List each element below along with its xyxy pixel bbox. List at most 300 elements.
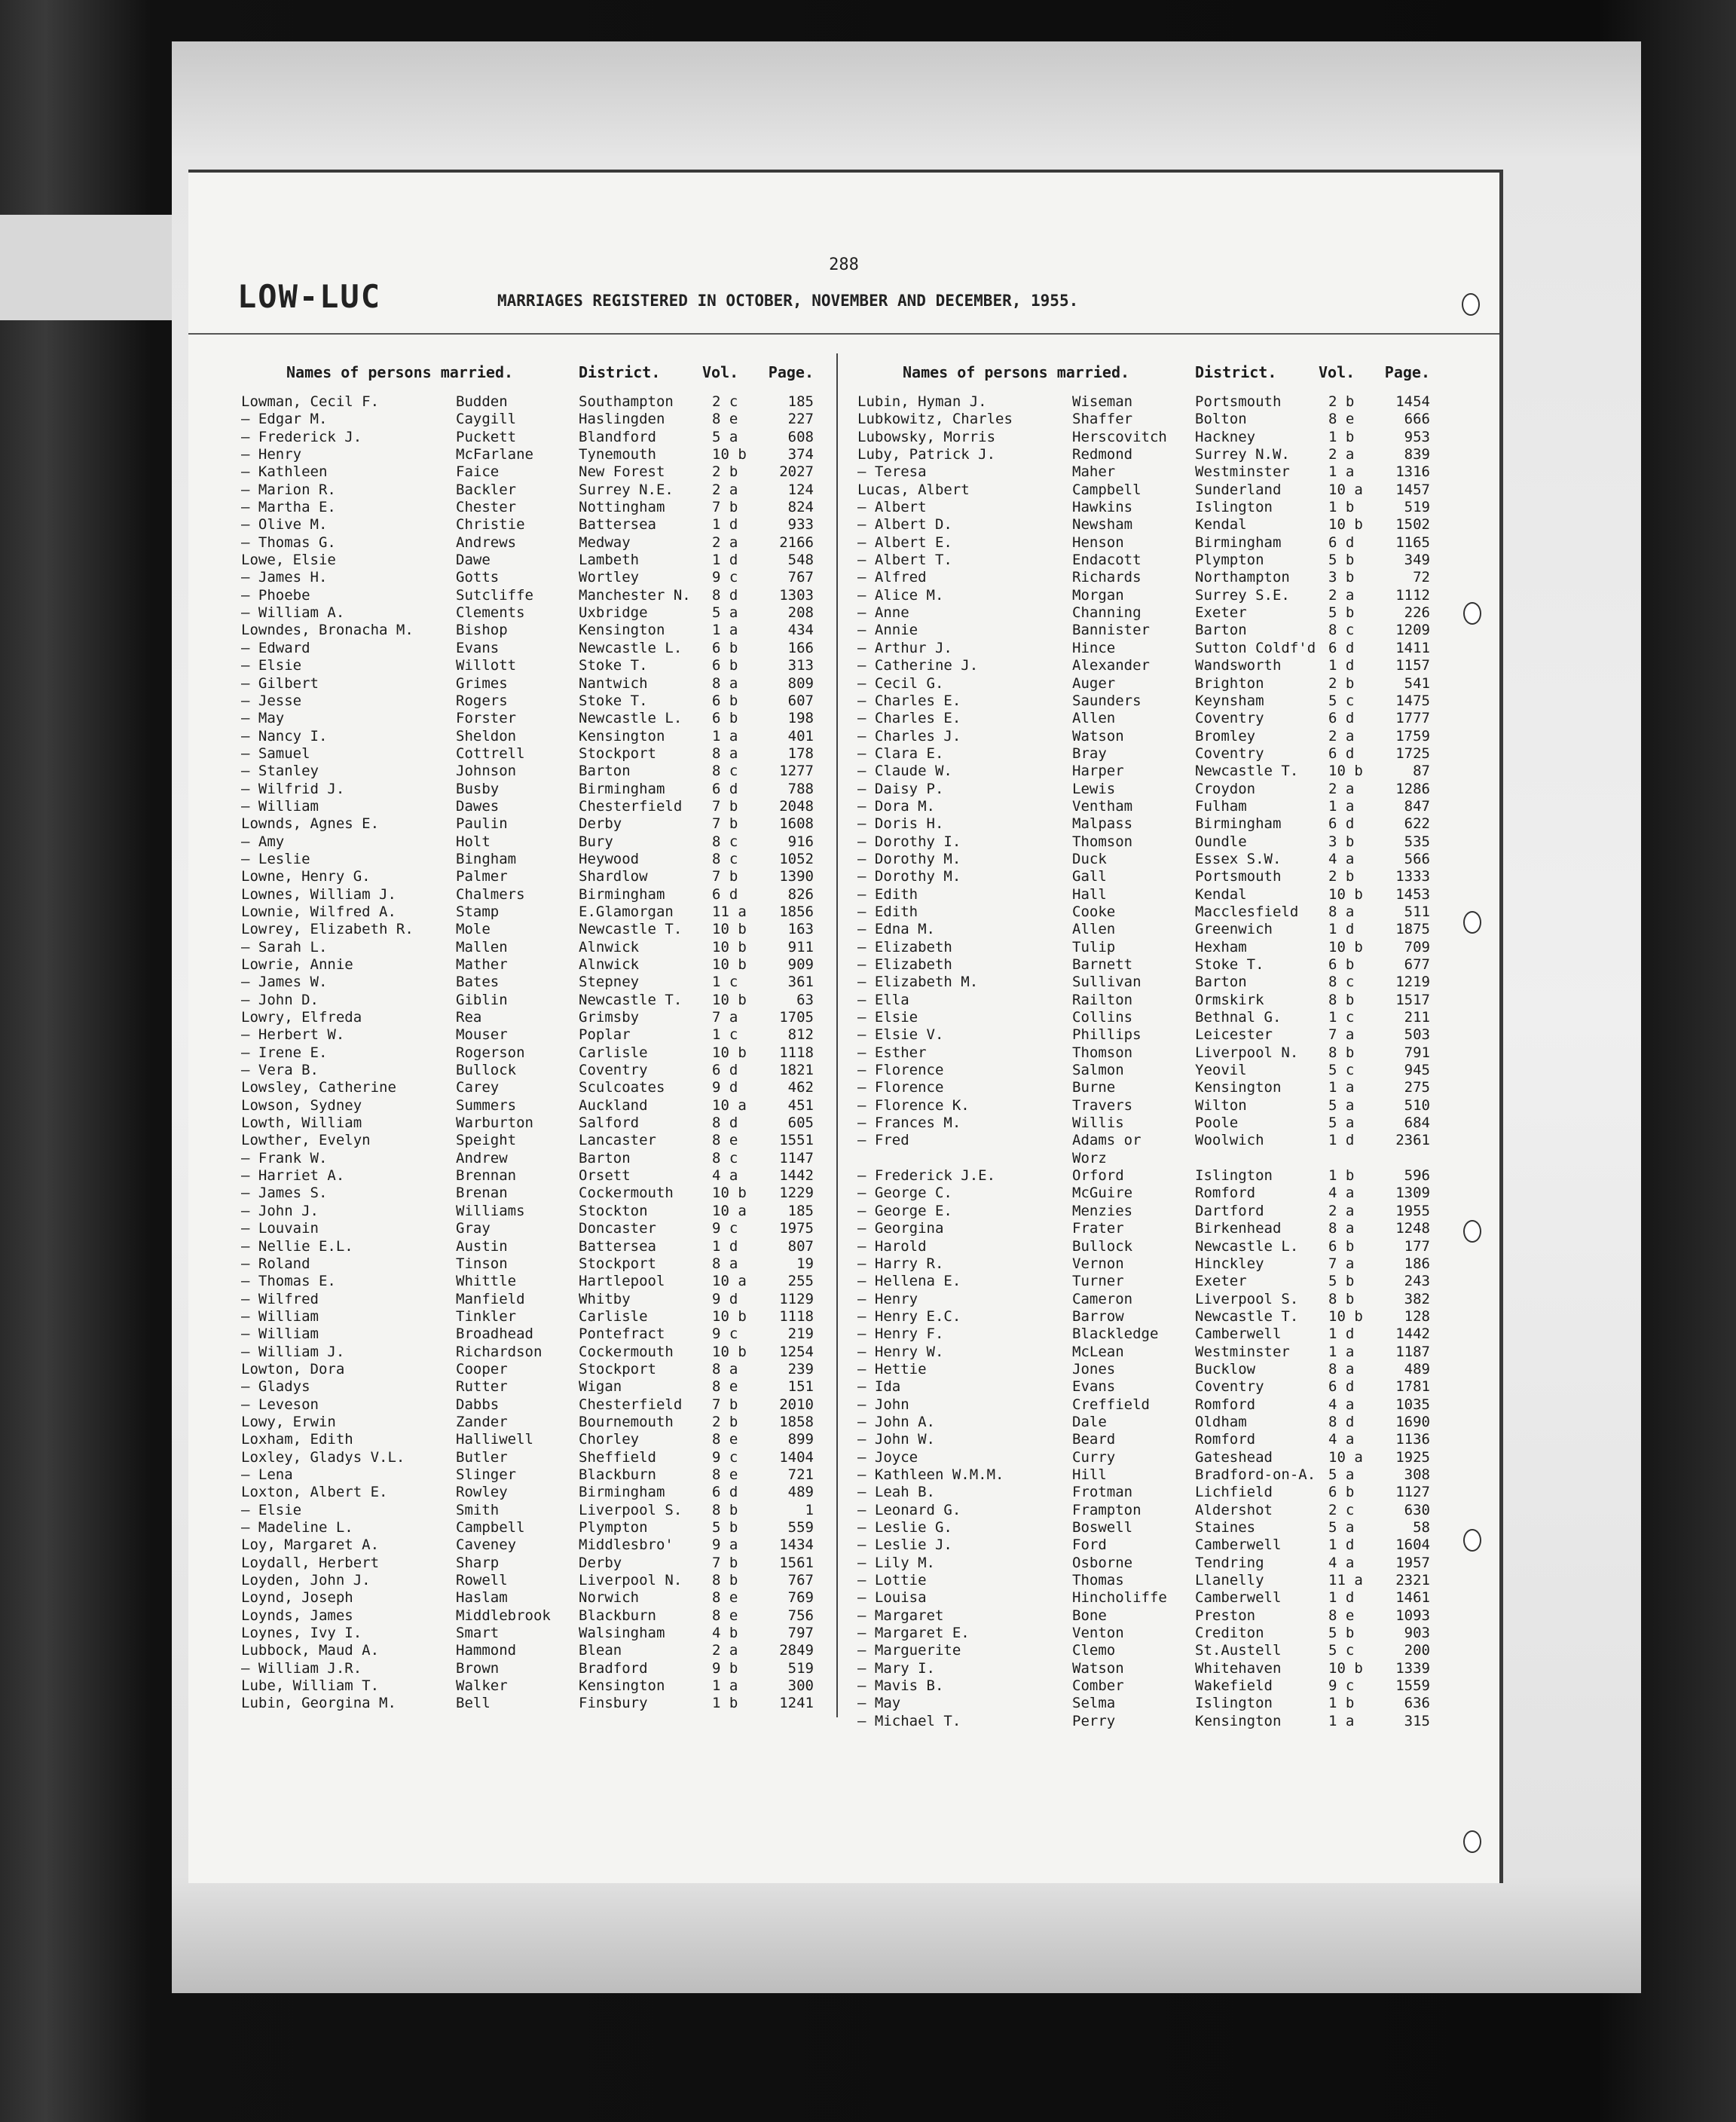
entry-district: Stoke T.: [1195, 956, 1264, 973]
entry-name: — Annie: [857, 622, 918, 639]
entry-row: [857, 974, 1483, 991]
film-edge-strip: [0, 215, 188, 320]
entry-district: Surrey N.W.: [1195, 446, 1290, 463]
entry-name: — Leslie: [241, 850, 310, 867]
entry-name: — Leah B.: [857, 1484, 935, 1501]
binder-hole-icon: [1463, 1830, 1481, 1853]
entry-page: 226: [1404, 604, 1430, 622]
entry-row: [857, 1291, 1483, 1308]
entry-page: 1517: [1395, 991, 1430, 1008]
entry-volume: 10 b: [1328, 938, 1363, 956]
entry-volume: 9 b: [712, 1659, 738, 1677]
entry-name: — Frank W.: [241, 1149, 328, 1166]
entry-name: — Marion R.: [241, 481, 336, 498]
entry-district: Plympton: [579, 1519, 648, 1536]
entry-row: [241, 1273, 866, 1290]
entry-name: — Martha E.: [241, 499, 336, 516]
entry-name: — Margaret: [857, 1607, 944, 1624]
entry-district: Chesterfield: [579, 1396, 683, 1413]
entry-spouse-surname: Backler: [456, 481, 517, 498]
entry-volume: 5 a: [1328, 1115, 1355, 1132]
entry-name: — Ella: [857, 991, 909, 1008]
entry-row: [241, 1361, 866, 1378]
entry-row: [857, 992, 1483, 1009]
entry-page: 767: [787, 569, 814, 586]
entry-spouse-surname: Henson: [1072, 534, 1124, 551]
entry-page: 1127: [1395, 1484, 1430, 1501]
entry-name: — William: [241, 1307, 319, 1325]
entry-spouse-surname: Sutcliffe: [456, 586, 533, 604]
entry-name: — William J.R.: [241, 1659, 362, 1677]
entry-volume: 7 a: [1328, 1255, 1355, 1272]
entry-volume: 1 c: [1328, 1009, 1355, 1026]
entry-volume: 2 a: [712, 1642, 738, 1659]
entry-page: 1442: [1395, 1325, 1430, 1343]
entry-name: — Albert D.: [857, 516, 952, 534]
entry-spouse-surname: Dabbs: [456, 1396, 500, 1413]
entry-district: Carlisle: [579, 1307, 648, 1325]
entry-spouse-surname: Cooke: [1072, 903, 1116, 920]
entry-row: [241, 1378, 866, 1396]
entry-page: 630: [1404, 1501, 1430, 1518]
entry-spouse-surname: Sharp: [456, 1554, 500, 1571]
entry-name: — Herbert W.: [241, 1026, 345, 1044]
entry-spouse-surname: Richards: [1072, 569, 1142, 586]
entry-volume: 3 b: [1328, 569, 1355, 586]
entry-volume: 4 a: [1328, 850, 1355, 867]
entry-row: [241, 1396, 866, 1414]
entry-name: — Catherine J.: [857, 657, 979, 674]
entry-name: — Vera B.: [241, 1062, 319, 1079]
entry-district: Newcastle T.: [1195, 763, 1299, 780]
entry-page: 163: [787, 921, 814, 938]
entry-district: Norwich: [579, 1589, 640, 1607]
entry-spouse-surname: Phillips: [1072, 1026, 1142, 1044]
entry-spouse-surname: Travers: [1072, 1096, 1133, 1114]
entry-volume: 7 a: [712, 1009, 738, 1026]
entry-spouse-surname: Bone: [1072, 1607, 1107, 1624]
entry-name: — Hettie: [857, 1360, 927, 1377]
entry-spouse-surname: Beard: [1072, 1431, 1116, 1448]
entry-name: — Harriet A.: [241, 1167, 345, 1185]
entry-district: Chorley: [579, 1431, 640, 1448]
entry-page: 1759: [1395, 727, 1430, 745]
entry-page: 548: [787, 552, 814, 569]
entry-spouse-surname: Alexander: [1072, 657, 1150, 674]
entry-volume: 6 d: [1328, 745, 1355, 762]
entry-volume: 1 a: [712, 1677, 738, 1695]
entry-row: [857, 1009, 1483, 1026]
entry-volume: 1 a: [1328, 1712, 1355, 1729]
entry-spouse-surname: Caygill: [456, 411, 517, 428]
entry-page: 2321: [1395, 1572, 1430, 1589]
entry-name: Luby, Patrick J.: [857, 446, 996, 463]
entry-name: — Kathleen W.M.M.: [857, 1466, 1004, 1483]
entry-row: [857, 1115, 1483, 1132]
entry-name: — Dorothy M.: [857, 850, 961, 867]
entry-district: Liverpool N.: [1195, 1044, 1299, 1061]
entry-row: [857, 1167, 1483, 1185]
entry-page: 1229: [779, 1185, 814, 1202]
entry-spouse-surname: McLean: [1072, 1343, 1124, 1360]
entry-page: 566: [1404, 850, 1430, 867]
entry-page: 151: [787, 1378, 814, 1396]
entry-volume: 10 b: [712, 1343, 747, 1360]
entry-page: 847: [1404, 797, 1430, 815]
entry-district: Bolton: [1195, 411, 1247, 428]
entry-volume: 10 b: [712, 921, 747, 938]
entry-name: — Harry R.: [857, 1255, 944, 1272]
entry-row: [241, 728, 866, 745]
entry-page: 1277: [779, 763, 814, 780]
entry-district: Leicester: [1195, 1026, 1273, 1044]
entry-district: Sutton Coldf'd: [1195, 639, 1316, 656]
entry-name: Lowson, Sydney: [241, 1096, 362, 1114]
entry-volume: 10 a: [1328, 481, 1363, 498]
entry-page: 909: [787, 956, 814, 973]
entry-district: Camberwell: [1195, 1589, 1282, 1607]
entry-page: 1925: [1395, 1448, 1430, 1466]
entry-district: Westminster: [1195, 463, 1290, 481]
entry-volume: 8 a: [712, 1255, 738, 1272]
entry-name: — Alfred: [857, 569, 927, 586]
entry-row: [857, 499, 1483, 516]
entry-row: [857, 1625, 1483, 1642]
entry-row: [857, 1449, 1483, 1466]
entry-volume: 8 e: [1328, 411, 1355, 428]
entry-volume: 2 b: [1328, 868, 1355, 885]
entry-volume: 11 a: [1328, 1572, 1363, 1589]
entry-row: [241, 1097, 866, 1115]
entry-page: 1875: [1395, 921, 1430, 938]
entry-name: — Henry: [241, 446, 302, 463]
entry-spouse-surname: Menzies: [1072, 1202, 1133, 1219]
entry-row: [857, 886, 1483, 904]
entry-page: 128: [1404, 1307, 1430, 1325]
entry-volume: 10 b: [1328, 763, 1363, 780]
entry-volume: 8 d: [712, 1115, 738, 1132]
entry-spouse-surname: Barrow: [1072, 1307, 1124, 1325]
entry-name: — Florence: [857, 1062, 944, 1079]
entry-district: Blean: [579, 1642, 622, 1659]
entry-spouse-surname: Rea: [456, 1009, 482, 1026]
entry-district: E.Glamorgan: [579, 903, 674, 920]
entry-row: [857, 781, 1483, 798]
entry-volume: 8 e: [712, 1431, 738, 1448]
entry-row: [241, 587, 866, 604]
entry-spouse-surname: Faice: [456, 463, 500, 481]
entry-row: [857, 904, 1483, 921]
entry-spouse-surname: Jones: [1072, 1360, 1116, 1377]
entry-spouse-surname: Gray: [456, 1220, 491, 1237]
entry-name: — Joyce: [857, 1448, 918, 1466]
entry-district: Essex S.W.: [1195, 850, 1282, 867]
entry-page: 541: [1404, 674, 1430, 692]
entry-spouse-surname: Redmond: [1072, 446, 1133, 463]
entry-name: Lubbock, Maud A.: [241, 1642, 380, 1659]
entry-name: — Jesse: [241, 692, 302, 709]
entry-volume: 4 a: [1328, 1185, 1355, 1202]
entry-volume: 8 e: [712, 411, 738, 428]
entry-spouse-surname: Mather: [456, 956, 508, 973]
entry-row: [857, 1273, 1483, 1290]
entry-spouse-surname: Cameron: [1072, 1290, 1133, 1307]
entry-district: Camberwell: [1195, 1325, 1282, 1343]
entry-name: Lownds, Agnes E.: [241, 815, 380, 833]
entry-spouse-surname: Hill: [1072, 1466, 1107, 1483]
entry-volume: 8 e: [712, 1607, 738, 1624]
entry-name: — John: [857, 1396, 909, 1413]
entry-spouse-surname: Gall: [1072, 868, 1107, 885]
surname-range: LOW-LUC: [237, 278, 382, 315]
entry-page: 911: [787, 938, 814, 956]
entry-spouse-surname: Haslam: [456, 1589, 508, 1607]
entry-name: — William A.: [241, 604, 345, 622]
entry-row: [241, 992, 866, 1009]
entry-district: Hackney: [1195, 428, 1256, 445]
entry-page: 1957: [1395, 1554, 1430, 1571]
entry-page: 178: [787, 745, 814, 762]
entry-name: — John W.: [857, 1431, 935, 1448]
entry-volume: 8 b: [1328, 1044, 1355, 1061]
entry-spouse-surname: Hall: [1072, 885, 1107, 903]
entry-spouse-surname: Herscovitch: [1072, 428, 1167, 445]
entry-volume: 1 c: [712, 1026, 738, 1044]
entry-district: Bromley: [1195, 727, 1256, 745]
entry-district: Newcastle T.: [1195, 1307, 1299, 1325]
entry-spouse-surname: Railton: [1072, 991, 1133, 1008]
entry-row: [241, 411, 866, 428]
entry-name: — Harold: [857, 1237, 927, 1255]
entry-volume: 8 e: [712, 1589, 738, 1607]
entry-page: 945: [1404, 1062, 1430, 1079]
entry-volume: 10 b: [1328, 1659, 1363, 1677]
entry-spouse-surname: Willott: [456, 657, 517, 674]
entry-volume: 8 c: [712, 850, 738, 867]
entry-page: 769: [787, 1589, 814, 1607]
entry-district: Cockermouth: [579, 1343, 674, 1360]
entry-name: — Mary I.: [857, 1659, 935, 1677]
entry-page: 1454: [1395, 393, 1430, 410]
entry-row: [857, 569, 1483, 586]
entry-volume: 1 d: [1328, 921, 1355, 938]
entry-spouse-surname: Osborne: [1072, 1554, 1133, 1571]
entry-row: [241, 1431, 866, 1448]
entry-page: 510: [1404, 1096, 1430, 1114]
entry-district: Bethnal G.: [1195, 1009, 1282, 1026]
entry-spouse-surname: Brennan: [456, 1167, 517, 1185]
entry-row: [241, 516, 866, 534]
entry-name: — Wilfrid J.: [241, 780, 345, 797]
entry-district: Poplar: [579, 1026, 631, 1044]
entry-district: Sunderland: [1195, 481, 1282, 498]
entry-spouse-surname: Mouser: [456, 1026, 508, 1044]
entry-district: Woolwich: [1195, 1132, 1264, 1149]
entry-row: [857, 921, 1483, 938]
entry-spouse-surname: Grimes: [456, 674, 508, 692]
entry-volume: 1 b: [1328, 1695, 1355, 1712]
entry-page: 2361: [1395, 1132, 1430, 1149]
entry-name: — Edith: [857, 885, 918, 903]
entry-volume: 1 d: [1328, 1536, 1355, 1554]
entry-spouse-surname: Frampton: [1072, 1501, 1142, 1518]
entry-name: — John D.: [241, 991, 319, 1008]
entry-district: Carlisle: [579, 1044, 648, 1061]
entry-spouse-surname: Holt: [456, 833, 491, 850]
entry-page: 489: [1404, 1360, 1430, 1377]
entry-volume: 1 a: [1328, 797, 1355, 815]
entry-spouse-surname: Dawe: [456, 552, 491, 569]
entry-volume: 2 a: [712, 481, 738, 498]
entry-row: [241, 1466, 866, 1484]
entry-volume: 1 a: [1328, 1079, 1355, 1096]
entry-district: Islington: [1195, 1167, 1273, 1185]
entry-row: [241, 1484, 866, 1501]
entry-volume: 8 b: [1328, 1290, 1355, 1307]
entry-spouse-surname: Richardson: [456, 1343, 542, 1360]
entry-volume: 6 b: [1328, 1237, 1355, 1255]
entry-name: — John J.: [241, 1202, 319, 1219]
entry-spouse-surname: Saunders: [1072, 692, 1142, 709]
entry-spouse-surname: Evans: [1072, 1378, 1116, 1396]
entry-volume: 6 b: [712, 710, 738, 727]
entry-row: [241, 693, 866, 710]
entry-district: Tendring: [1195, 1554, 1264, 1571]
entry-volume: 2 c: [1328, 1501, 1355, 1518]
entry-name: Lubin, Georgina M.: [241, 1695, 396, 1712]
entry-volume: 1 a: [712, 622, 738, 639]
entry-row: [857, 1344, 1483, 1361]
entry-name: — Frederick J.: [241, 428, 362, 445]
entry-name: — Gilbert: [241, 674, 319, 692]
entry-page: 519: [1404, 499, 1430, 516]
entry-volume: 10 b: [1328, 885, 1363, 903]
entry-name: Lowne, Henry G.: [241, 868, 371, 885]
entry-spouse-surname: Newsham: [1072, 516, 1133, 534]
entry-row: [857, 833, 1483, 851]
entry-page: 1118: [779, 1307, 814, 1325]
entry-volume: 10 a: [712, 1273, 747, 1290]
entry-spouse-surname: Brown: [456, 1659, 500, 1677]
entry-name: — Elizabeth M.: [857, 974, 979, 991]
entry-row: [241, 1536, 866, 1554]
entry-page: 1858: [779, 1413, 814, 1430]
entry-row: [857, 1378, 1483, 1396]
entry-spouse-surname: Auger: [1072, 674, 1116, 692]
entry-page: 1303: [779, 586, 814, 604]
entry-name: Lowndes, Bronacha M.: [241, 622, 414, 639]
entry-page: 2166: [779, 534, 814, 551]
entry-spouse-surname: Dale: [1072, 1413, 1107, 1430]
entry-district: Bucklow: [1195, 1360, 1256, 1377]
entry-volume: 5 c: [1328, 692, 1355, 709]
entry-page: 916: [787, 833, 814, 850]
entry-page: 255: [787, 1273, 814, 1290]
entry-volume: 7 b: [712, 815, 738, 833]
entry-row: [241, 1009, 866, 1026]
entry-district: Southampton: [579, 393, 674, 410]
entry-row: [241, 1572, 866, 1589]
entry-spouse-surname: Bannister: [1072, 622, 1150, 639]
entry-name: — James H.: [241, 569, 328, 586]
entry-spouse-surname: Tulip: [1072, 938, 1116, 956]
entry-district: Auckland: [579, 1096, 648, 1114]
entry-name: Loxton, Albert E.: [241, 1484, 388, 1501]
entry-name: — Olive M.: [241, 516, 328, 534]
entry-district: Blackburn: [579, 1607, 656, 1624]
entry-district: Derby: [579, 1554, 622, 1571]
entry-name: Lubkowitz, Charles: [857, 411, 1013, 428]
entry-district: Birkenhead: [1195, 1220, 1282, 1237]
entry-district: Newcastle L.: [579, 710, 683, 727]
entry-spouse-surname: Clements: [456, 604, 525, 622]
entry-spouse-surname: Orford: [1072, 1167, 1124, 1185]
entry-name: — May: [241, 710, 285, 727]
entry-district: Hinckley: [1195, 1255, 1264, 1272]
entry-row: [857, 1519, 1483, 1536]
entry-spouse-surname: Comber: [1072, 1677, 1124, 1695]
entry-district: Hartlepool: [579, 1273, 665, 1290]
entry-district: Islington: [1195, 499, 1273, 516]
entry-spouse-surname: Allen: [1072, 710, 1116, 727]
entry-page: 1955: [1395, 1202, 1430, 1219]
entry-name: — Elsie V.: [857, 1026, 944, 1044]
entry-row: [857, 1589, 1483, 1607]
entry-spouse-surname: Tinson: [456, 1255, 508, 1272]
entry-row: [857, 710, 1483, 727]
entry-name: Lubowsky, Morris: [857, 428, 996, 445]
entry-row: [857, 868, 1483, 885]
entry-row: [857, 1325, 1483, 1343]
entry-name: Loxham, Edith: [241, 1431, 353, 1448]
entry-district: Barton: [1195, 974, 1247, 991]
header-names: Names of persons married.: [286, 363, 514, 381]
left-entry-column: [241, 363, 866, 1713]
entry-name: — Edward: [241, 639, 310, 656]
entry-district: Medway: [579, 534, 631, 551]
entry-page: 1705: [779, 1009, 814, 1026]
entry-district: Aldershot: [1195, 1501, 1273, 1518]
entry-page: 503: [1404, 1026, 1430, 1044]
entry-name: — George E.: [857, 1202, 952, 1219]
entry-district: Dartford: [1195, 1202, 1264, 1219]
entry-row: [241, 1589, 866, 1607]
entry-name: — Elsie: [241, 657, 302, 674]
entry-spouse-surname: Malpass: [1072, 815, 1133, 833]
entry-volume: 10 b: [712, 446, 747, 463]
entry-page: 1551: [779, 1132, 814, 1149]
column-header: [857, 363, 1483, 393]
entry-name: — Daisy P.: [857, 780, 944, 797]
entry-row: [857, 1079, 1483, 1096]
entry-name: — Nellie E.L.: [241, 1237, 353, 1255]
entry-row: [241, 868, 866, 885]
entry-spouse-surname: Thomson: [1072, 1044, 1133, 1061]
entry-spouse-surname: Slinger: [456, 1466, 517, 1483]
entry-row: [857, 851, 1483, 868]
entry-district: Exeter: [1195, 1273, 1247, 1290]
entry-district: Crediton: [1195, 1625, 1264, 1642]
entry-name: Lowman, Cecil F.: [241, 393, 380, 410]
entry-volume: 9 d: [712, 1290, 738, 1307]
entry-page: 1475: [1395, 692, 1430, 709]
entry-volume: 7 b: [712, 868, 738, 885]
entry-spouse-surname: Clemo: [1072, 1642, 1116, 1659]
entry-spouse-surname: Summers: [456, 1096, 517, 1114]
entry-district: Lancaster: [579, 1132, 656, 1149]
entry-spouse-surname: Duck: [1072, 850, 1107, 867]
entry-volume: 11 a: [712, 903, 747, 920]
